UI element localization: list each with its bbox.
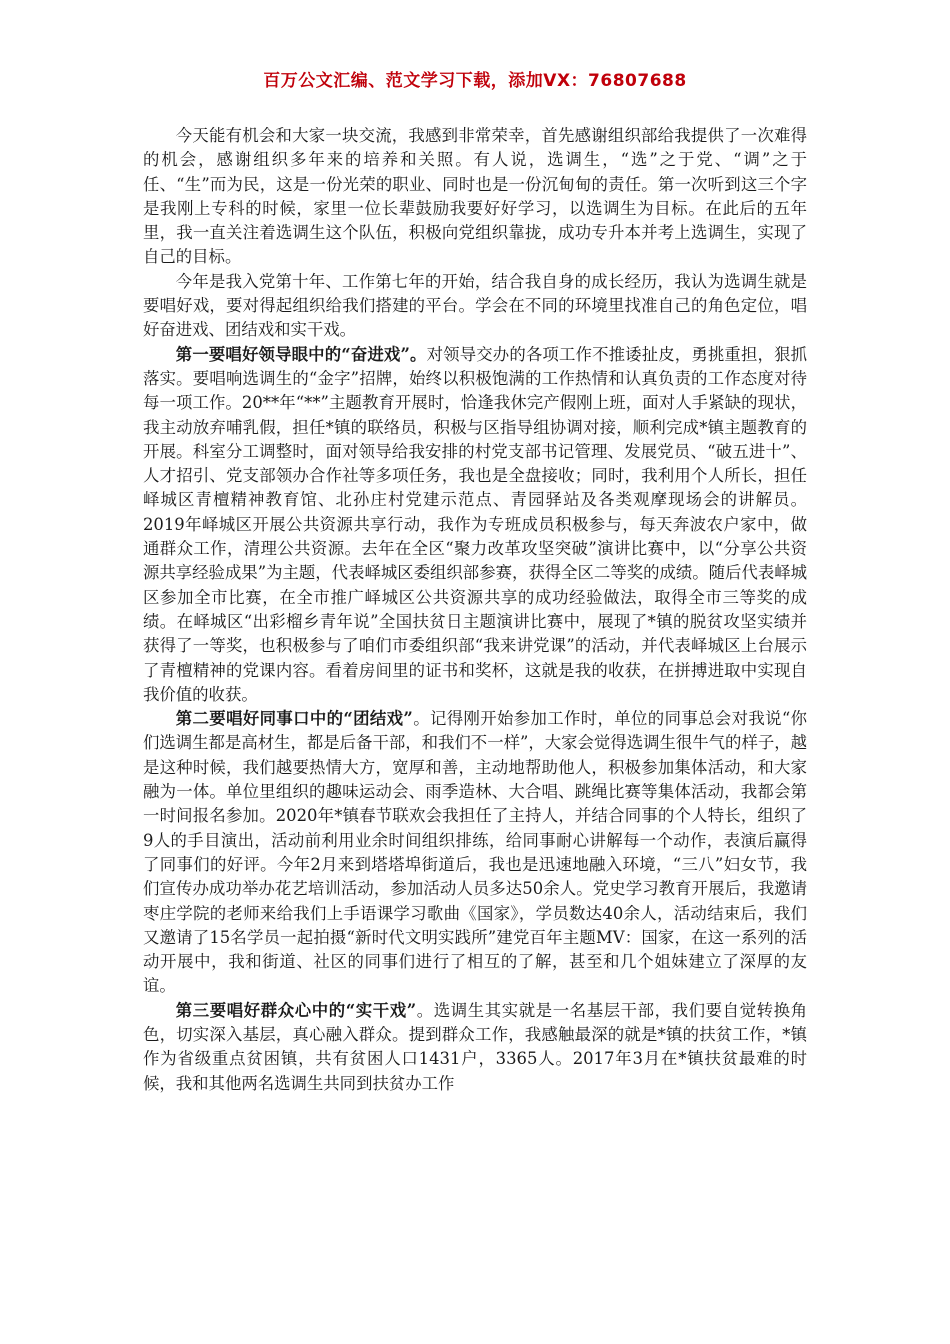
paragraph-point-one (143, 343, 807, 707)
header-banner: 百万公文汇编、范文学习下载，添加VX：76807688 (263, 71, 687, 91)
paragraph-heading: 第三要唱好群众心中的“实干戏” (175, 1000, 417, 1020)
paragraph-text: 。记得刚开始参加工作时，单位的同事总会对我说“你们选调生都是高材生，都是后备干部，和我们不一样”，大家会觉得选调生很牛气的样子，越是这种时候，我们越要热情大方，宽厚和善，主动地帮助他人，积极参加集体活动，和大家融为一体。单位里组织的趣味运动会、雨季造林、大合唱、跳绳比赛等集体活动，我都会第一时间报名参加。2020年*镇春节联欢会我担任了主持人，并结合同事的个人特长，组织了9人的手目演出，活动前利用业余时间组织排练，给同事耐心讲解每一个动作，表演后赢得了同事们的好评。今年2月来到塔塔埠街道后，我也是迅速地融入环境，“三八”妇女节，我们宣传办成功举办花艺培训活动，参加活动人员多达50余人。党史学习教育开展后，我邀请枣庄学院的老师来给我们上手语课学习歌曲《国家》，学员数达40余人，活动结束后，我们又邀请了15名学员一起拍摄“新时代文明实践所”建党百年主题MV：国家，在这一系列的活动开展中，我和街道、社区的同事们进行了相互的了解，甚至和几个姐妹建立了深厚的友谊。 (143, 709, 808, 996)
paragraph-point-two (143, 707, 807, 999)
paragraph-point-three (143, 999, 807, 1096)
paragraph-heading: 第二要唱好同事口中的“团结戏” (175, 709, 413, 729)
paragraph-text: 今天能有机会和大家一块交流，我感到非常荣幸，首先感谢组织部给我提供了一次难得的机会，感谢组织多年来的培养和关照。有人说，选调生，“选”之于党、“调”之于任、“生”而为民，这是一份光荣的职业、同时也是一份沉甸甸的责任。第一次听到这三个字是我刚上专科的时候，家里一位长辈鼓励我要好好学习，以选调生为目标。在此后的五年里，我一直关注着选调生这个队伍，积极向党组织靠拢，成功专升本并考上选调生，实现了自己的目标。 (143, 126, 807, 267)
paragraph-text: 今年是我入党第十年、工作第七年的开始，结合我自身的成长经历，我认为选调生就是要唱好戏，要对得起组织给我们搭建的平台。学会在不同的环境里找准自己的角色定位，唱好奋进戏、团结戏和实干戏。 (143, 271, 807, 340)
paragraph-heading: 第一要唱好领导眼中的“奋进戏”。 (175, 344, 427, 364)
paragraph-overview (143, 270, 807, 343)
document-body (143, 124, 807, 1096)
paragraph-intro (143, 124, 807, 270)
paragraph-text: 对领导交办的各项工作不推诿扯皮，勇挑重担，狠抓落实。要唱响选调生的“金字”招牌，始终以积极饱满的工作热情和认真负责的工作态度对待每一项工作。20**年“**”主题教育开展时，恰逢我休完产假刚上班，面对人手紧缺的现状，我主动放弃哺乳假，担任*镇的联络员，积极与区指导组协调对接，顺利完成*镇主题教育的开展。科室分工调整时，面对领导给我安排的村党支部书记管理、发展党员、“破五进十”、人才招引、党支部领办合作社等多项任务，我也是全盘接收；同时，我利用个人所长，担任峄城区青檀精神教育馆、北孙庄村党建示范点、青园驿站及各类观摩现场会的讲解员。2019年峄城区开展公共资源共享行动，我作为专班成员积极参与，每天奔波农户家中，做通群众工作，清理公共资源。去年在全区“聚力改革攻坚突破”演讲比赛中，以“分享公共资源共享经验成果”为主题，代表峄城区委组织部参赛，获得全区二等奖的成绩。随后代表峄城区参加全市比赛，在全市推广峄城区公共资源共享的成功经验做法，取得全市三等奖的成绩。在峄城区“出彩榴乡青年说”全国扶贫日主题演讲比赛中，展现了*镇的脱贫攻坚实绩并获得了一等奖，也积极参与了咱们市委组织部“我来讲党课”的活动，并代表峄城区上台展示了青檀精神的党课内容。看着房间里的证书和奖杯，这就是我的收获，在拼搏进取中实现自我价值的收获。 (143, 344, 808, 704)
paragraph-text: 。选调生其实就是一名基层干部，我们要自觉转换角色，切实深入基层，真心融入群众。提到群众工作，我感触最深的就是*镇的扶贫工作，*镇作为省级重点贫困镇，共有贫困人口1431户，3365人。2017年3月在*镇扶贫最难的时候，我和其他两名选调生共同到扶贫办工作 (143, 1000, 808, 1093)
